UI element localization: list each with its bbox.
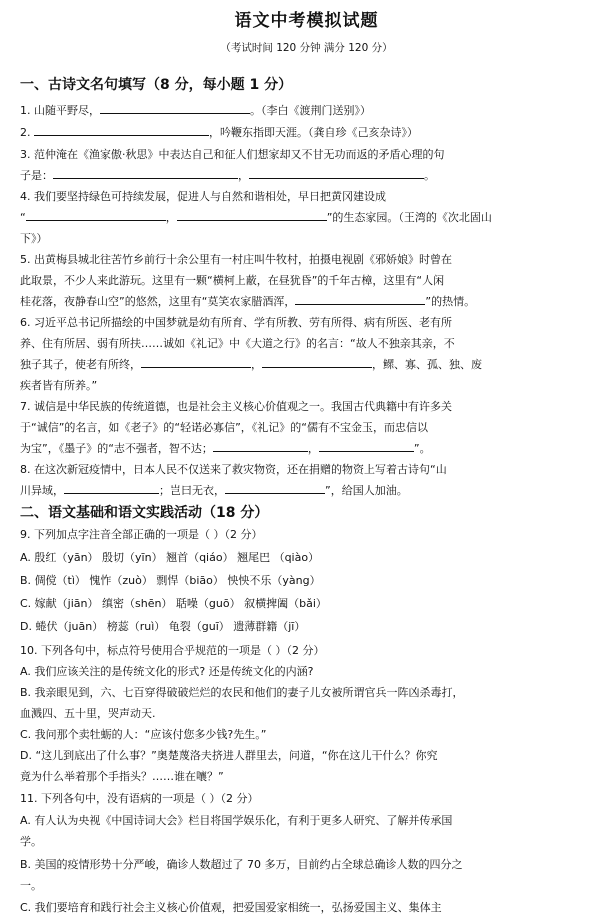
blank-4a[interactable] — [26, 209, 166, 221]
question-7-line2: 于“诚信”的名言，如《老子》的“轻诺必寡信”，《礼记》的“儒有不宝金玉，而忠信以 — [20, 421, 428, 434]
q10-option-d-line2[interactable]: 竟为什么举着那个手指头？……谁在嚷？” — [20, 770, 224, 783]
question-4-line3: 下》） — [20, 232, 48, 245]
question-8-line1: 8. 在这次新冠疫情中，日本人民不仅送来了救灾物资，还在捐赠的物资上写着古诗句“山 — [20, 463, 447, 476]
q10-option-d-line1[interactable]: D. “这儿到底出了什么事？”奥楚蔑洛夫挤进人群里去，问道，“你在这儿干什么？你究 — [20, 749, 438, 762]
question-4-line1: 4. 我们要坚持绿色可持续发展，促进人与自然和谐相处，早日把黄冈建设成 — [20, 190, 386, 203]
blank-6a[interactable] — [141, 356, 251, 368]
q11-option-c-line1[interactable]: C. 我们要培育和践行社会主义核心价值观，把爱国爱家相统一，弘扬爱国主义、集体主 — [20, 901, 442, 914]
question-5-line1: 5. 出黄梅县城北往苦竹乡前行十余公里有一村庄叫牛牧村，拍摄电视剧《邪娇娘》时曾在 — [20, 253, 452, 266]
q1-text-b: 。（李白《渡荆门送别》） — [250, 104, 371, 117]
blank-3b[interactable] — [249, 167, 424, 179]
q5-text-a: 桂花落，夜静春山空”的悠然，这里有“莫笑农家腊酒浑， — [20, 295, 296, 308]
q9-option-a[interactable]: A. 殷红（yān） 殷切（yīn） 翘首（qiáo） 翘尾巴 （qiào） — [20, 551, 320, 564]
q8-text-c: ”，给国人加油。 — [325, 484, 408, 497]
blank-7b[interactable] — [319, 440, 414, 452]
q5-text-b: ”的热情。 — [425, 295, 476, 308]
blank-6b[interactable] — [262, 356, 372, 368]
q11-option-a-line2[interactable]: 学。 — [20, 835, 42, 848]
question-5-line2: 此取景，不少人来此游玩。这里有一颗“横柯上蔽，在昼犹昏”的千年古樟，这里有“人闲 — [20, 274, 445, 287]
q9-option-d[interactable]: D. 蜷伏（juān） 榜蕊（ruì） 龟裂（guī） 遗薄群籍（jī） — [20, 620, 306, 633]
q6-text-b: ， — [251, 358, 262, 371]
blank-2[interactable] — [34, 124, 209, 136]
blank-5[interactable] — [295, 293, 425, 305]
blank-1[interactable] — [100, 102, 250, 114]
q3-text-a: 子是： — [20, 169, 53, 182]
blank-8b[interactable] — [225, 482, 325, 494]
q3-text-c: 。 — [424, 169, 435, 182]
question-6-line2: 养、住有所居、弱有所扶……诚如《礼记》中《大道之行》的名言：“故人不独亲其亲，不 — [20, 337, 455, 350]
question-11-stem: 11. 下列各句中，没有语病的一项是（ ）（2 分） — [20, 792, 259, 805]
q2-text-b: ，吟鞭东指即天涯。（龚自珍《己亥杂诗》） — [209, 126, 418, 139]
question-9-stem: 9. 下列加点字注音全部正确的一项是（ ）（2 分） — [20, 528, 263, 541]
question-6-line4: 疾者皆有所养。” — [20, 379, 98, 392]
q11-option-b-line2[interactable]: 一。 — [20, 879, 42, 892]
q4-text-a: “ — [20, 211, 26, 224]
q11-option-a-line1[interactable]: A. 有人认为央视《中国诗词大会》栏目将国学娱乐化，有利于更多人研究、了解并传承国 — [20, 814, 453, 827]
q9-option-c[interactable]: C. 嫁献（jiān） 缜密（shēn） 聒噪（guō） 叙横捭阖（bǎi） — [20, 597, 327, 610]
q10-option-b-line2[interactable]: 血溅四、五十里，哭声动天. — [20, 707, 156, 720]
q7-text-c: ”。 — [413, 442, 431, 455]
q4-text-c: ”的生态家园。（王湾的《次北固山 — [326, 211, 492, 224]
section1-heading: 一、古诗文名句填写（8 分，每小题 1 分） — [20, 77, 293, 93]
question-2 — [20, 124, 418, 140]
q8-text-a: 川异域， — [20, 484, 64, 497]
question-3-line2 — [20, 167, 435, 183]
blank-3a[interactable] — [53, 167, 238, 179]
question-1 — [20, 102, 371, 118]
question-7-line1: 7. 诚信是中华民族的传统道德，也是社会主义核心价值观之一。我国古代典籍中有许多关 — [20, 400, 452, 413]
q10-option-c[interactable]: C. 我问那个卖牡蛎的人：“应该付您多少钱?先生。” — [20, 728, 267, 741]
q8-text-b: ；岂曰无衣， — [159, 484, 225, 497]
q4-text-b: ， — [165, 211, 177, 224]
q2-text-a: 2. — [20, 126, 34, 139]
question-6-line3 — [20, 356, 482, 372]
q1-text-a: 1. 山随平野尽， — [20, 104, 100, 117]
question-10-stem: 10. 下列各句中，标点符号使用合乎规范的一项是（ ）（2 分） — [20, 644, 325, 657]
question-4-line2 — [20, 209, 492, 225]
blank-4b[interactable] — [177, 209, 327, 221]
q7-text-b: ， — [307, 442, 319, 455]
section2-heading: 二、语文基础和语文实践活动（18 分） — [20, 505, 269, 521]
q11-option-b-line1[interactable]: B. 美国的疫情形势十分严峻，确诊人数超过了 70 多万，目前约占全球总确诊人数的四分之 — [20, 858, 463, 871]
question-5-line3 — [20, 293, 475, 309]
question-8-line2 — [20, 482, 408, 498]
q6-text-a: 独子其子，使老有所终， — [20, 358, 141, 371]
blank-7a[interactable] — [213, 440, 308, 452]
question-6-line1: 6. 习近平总书记所描绘的中国梦就是幼有所育、学有所教、劳有所得、病有所医、老有所 — [20, 316, 452, 329]
question-3-line1: 3. 范仲淹在《渔家傲·秋思》中表达自己和征人们想家却又不甘无功而返的矛盾心理的句 — [20, 148, 445, 161]
q7-text-a: 为宝”，《墨子》的“志不强者，智不达； — [20, 442, 213, 455]
page-title: 语文中考模拟试题 — [234, 11, 379, 31]
q3-text-b: ， — [238, 169, 249, 182]
q6-text-c: ，鳏、寡、孤、独、废 — [372, 358, 482, 371]
blank-8a[interactable] — [64, 482, 159, 494]
q10-option-a[interactable]: A. 我们应该关注的是传统文化的形式? 还是传统文化的内涵? — [20, 665, 314, 678]
question-7-line3 — [20, 440, 431, 456]
exam-info: （考试时间 120 分钟 满分 120 分） — [220, 42, 393, 54]
q10-option-b-line1[interactable]: B. 我亲眼见到，六、七百穿得破破烂烂的农民和他们的妻子儿女被所谓官兵一阵凶杀毒打， — [20, 686, 464, 699]
q9-option-b[interactable]: B. 倜傥（tì） 愧怍（zuò） 剽悍（biāo） 怏怏不乐（yàng） — [20, 574, 321, 587]
